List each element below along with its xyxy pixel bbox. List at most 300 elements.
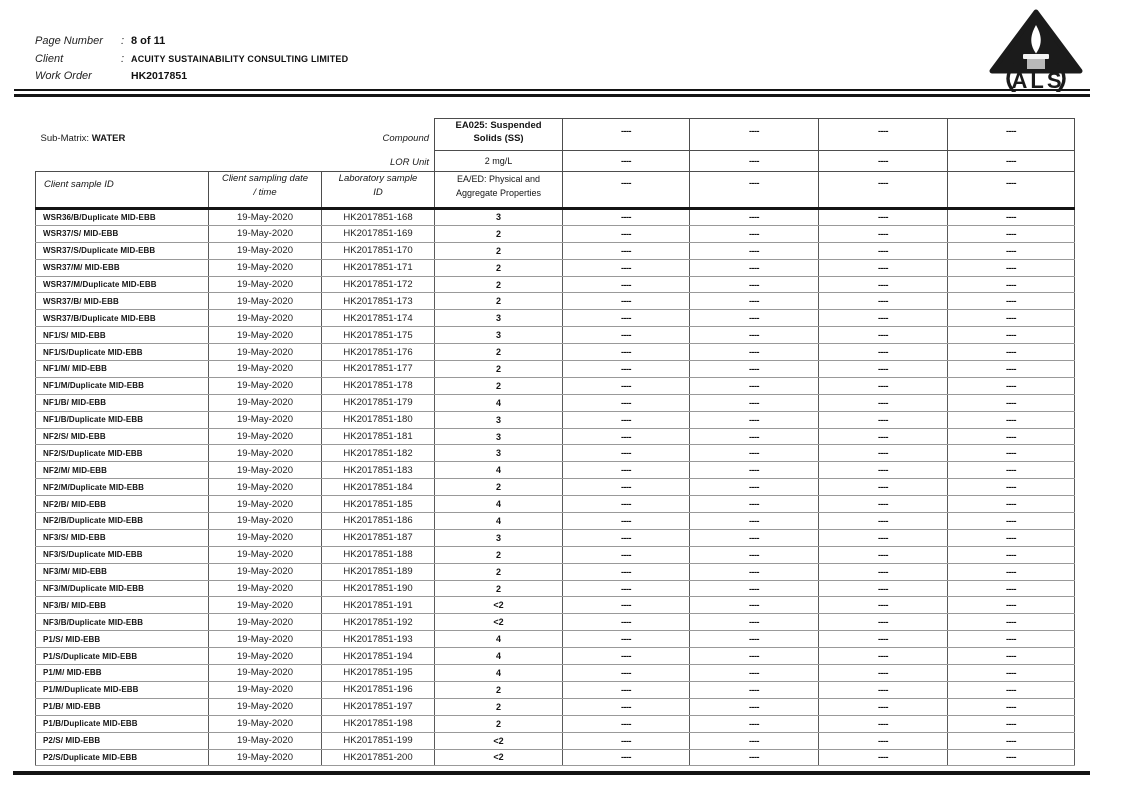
table-row <box>36 225 1075 242</box>
empty-result-cell: ---- <box>563 276 690 293</box>
sampling-date-cell: 19-May-2020 <box>209 698 322 715</box>
client-sample-id-cell: P2/S/ MID-EBB <box>36 732 209 749</box>
empty-result-cell: ---- <box>819 513 948 530</box>
empty-result-cell: ---- <box>819 749 948 766</box>
empty-result-cell: ---- <box>819 462 948 479</box>
sampling-date-cell: 19-May-2020 <box>209 479 322 496</box>
empty-result-cell: ---- <box>690 293 819 310</box>
lab-sample-id-cell: HK2017851-168 <box>322 209 435 226</box>
result-value-cell: 4 <box>435 631 563 648</box>
empty-result-cell: ---- <box>948 445 1075 462</box>
empty-result-cell: ---- <box>819 715 948 732</box>
empty-result-cell: ---- <box>563 580 690 597</box>
empty-result-cell: ---- <box>690 563 819 580</box>
table-row <box>36 462 1075 479</box>
result-value-cell: 4 <box>435 648 563 665</box>
sampling-date-cell: 19-May-2020 <box>209 563 322 580</box>
empty-result-cell: ---- <box>819 209 948 226</box>
table-row <box>36 377 1075 394</box>
empty-result-cell: ---- <box>948 513 1075 530</box>
table-row <box>36 428 1075 445</box>
empty-result-cell: ---- <box>819 327 948 344</box>
sampling-date-header-line1: Client sampling date <box>221 173 309 184</box>
empty-result-cell: ---- <box>563 546 690 563</box>
lab-sample-id-cell: HK2017851-186 <box>322 513 435 530</box>
empty-result-cell: ---- <box>948 732 1075 749</box>
lor-unit-label: LOR Unit <box>389 156 430 168</box>
empty-result-cell: ---- <box>690 496 819 513</box>
client-sample-id-cell: P1/B/ MID-EBB <box>36 698 209 715</box>
sampling-date-cell: 19-May-2020 <box>209 529 322 546</box>
empty-result-cell: ---- <box>948 496 1075 513</box>
table-row <box>36 580 1075 597</box>
empty-result-cell: ---- <box>948 648 1075 665</box>
empty-result-cell: ---- <box>948 715 1075 732</box>
empty-result-cell: ---- <box>948 344 1075 361</box>
empty-result-cell: ---- <box>563 242 690 259</box>
client-value: ACUITY SUSTAINABILITY CONSULTING LIMITED <box>131 54 349 64</box>
lab-sample-id-cell: HK2017851-189 <box>322 563 435 580</box>
result-value-cell: <2 <box>435 749 563 766</box>
empty-result-cell: ---- <box>690 715 819 732</box>
empty-compound-cell: ---- <box>563 119 690 151</box>
client-sample-id-cell: P1/M/ MID-EBB <box>36 665 209 682</box>
compound-label: Compound <box>382 132 430 144</box>
empty-result-cell: ---- <box>948 749 1075 766</box>
column-header-row <box>36 172 1075 209</box>
lab-sample-id-cell: HK2017851-184 <box>322 479 435 496</box>
empty-result-cell: ---- <box>819 648 948 665</box>
lab-sample-id-cell: HK2017851-172 <box>322 276 435 293</box>
empty-lor-cell: ---- <box>690 151 819 172</box>
page-number-row <box>35 35 165 47</box>
empty-compound-cell: ---- <box>819 119 948 151</box>
empty-result-cell: ---- <box>690 648 819 665</box>
empty-result-cell: ---- <box>690 394 819 411</box>
client-sample-id-cell: NF1/M/ MID-EBB <box>36 361 209 378</box>
empty-result-cell: ---- <box>563 428 690 445</box>
empty-result-cell: ---- <box>690 479 819 496</box>
sampling-date-cell: 19-May-2020 <box>209 310 322 327</box>
sampling-date-cell: 19-May-2020 <box>209 513 322 530</box>
result-value-cell: 3 <box>435 327 563 344</box>
empty-result-cell: ---- <box>690 259 819 276</box>
empty-result-cell: ---- <box>563 377 690 394</box>
empty-result-cell: ---- <box>563 631 690 648</box>
client-sample-id-cell: NF2/M/ MID-EBB <box>36 462 209 479</box>
empty-result-cell: ---- <box>948 631 1075 648</box>
sampling-date-header <box>209 172 322 209</box>
lab-sample-id-header-line2: ID <box>373 187 383 199</box>
empty-lor-cell: ---- <box>948 151 1075 172</box>
sampling-date-cell: 19-May-2020 <box>209 732 322 749</box>
empty-result-cell: ---- <box>819 496 948 513</box>
empty-result-cell: ---- <box>563 732 690 749</box>
work-order-row <box>35 70 187 82</box>
method-group-line1: EA/ED: Physical and <box>456 174 541 184</box>
empty-result-cell: ---- <box>690 513 819 530</box>
empty-result-cell: ---- <box>948 293 1075 310</box>
lab-sample-id-cell: HK2017851-174 <box>322 310 435 327</box>
result-value-cell: 2 <box>435 479 563 496</box>
lab-sample-id-cell: HK2017851-180 <box>322 411 435 428</box>
client-sample-id-cell: P1/S/Duplicate MID-EBB <box>36 648 209 665</box>
client-sample-id-cell: WSR37/B/ MID-EBB <box>36 293 209 310</box>
table-row <box>36 715 1075 732</box>
sampling-date-cell: 19-May-2020 <box>209 715 322 732</box>
empty-result-cell: ---- <box>948 665 1075 682</box>
empty-group-cell: ---- <box>690 172 819 209</box>
analyte-name-line2: Solids (SS) <box>473 133 524 145</box>
client-sample-id-header: Client sample ID <box>36 172 209 209</box>
result-value-cell: <2 <box>435 732 563 749</box>
empty-result-cell: ---- <box>819 546 948 563</box>
result-value-cell: 2 <box>435 293 563 310</box>
empty-result-cell: ---- <box>948 209 1075 226</box>
table-row <box>36 445 1075 462</box>
sampling-date-cell: 19-May-2020 <box>209 648 322 665</box>
empty-result-cell: ---- <box>690 344 819 361</box>
table-row <box>36 614 1075 631</box>
empty-result-cell: ---- <box>563 361 690 378</box>
empty-result-cell: ---- <box>948 225 1075 242</box>
table-row <box>36 242 1075 259</box>
client-label: Client <box>35 53 64 65</box>
empty-result-cell: ---- <box>563 749 690 766</box>
lab-sample-id-cell: HK2017851-195 <box>322 665 435 682</box>
lab-sample-id-cell: HK2017851-200 <box>322 749 435 766</box>
table-row <box>36 648 1075 665</box>
empty-result-cell: ---- <box>563 479 690 496</box>
analyte-name-line1: EA025: Suspended <box>455 120 542 131</box>
result-value-cell: 2 <box>435 715 563 732</box>
header-divider <box>14 89 1090 97</box>
client-sample-id-cell: NF3/B/ MID-EBB <box>36 597 209 614</box>
empty-result-cell: ---- <box>563 445 690 462</box>
analyte-lor-cell: 2 mg/L <box>435 151 563 172</box>
sampling-date-cell: 19-May-2020 <box>209 445 322 462</box>
empty-result-cell: ---- <box>563 715 690 732</box>
result-value-cell: 2 <box>435 698 563 715</box>
sampling-date-cell: 19-May-2020 <box>209 225 322 242</box>
lab-sample-id-header <box>322 172 435 209</box>
result-value-cell: 3 <box>435 411 563 428</box>
empty-result-cell: ---- <box>819 361 948 378</box>
empty-result-cell: ---- <box>690 242 819 259</box>
sampling-date-cell: 19-May-2020 <box>209 597 322 614</box>
client-sample-id-cell: NF2/S/ MID-EBB <box>36 428 209 445</box>
empty-result-cell: ---- <box>563 293 690 310</box>
lab-sample-id-cell: HK2017851-169 <box>322 225 435 242</box>
client-sample-id-cell: NF3/M/Duplicate MID-EBB <box>36 580 209 597</box>
result-value-cell: 4 <box>435 496 563 513</box>
client-sample-id-cell: NF1/B/Duplicate MID-EBB <box>36 411 209 428</box>
sampling-date-cell: 19-May-2020 <box>209 327 322 344</box>
empty-result-cell: ---- <box>690 597 819 614</box>
empty-result-cell: ---- <box>819 259 948 276</box>
page-number-label: Page Number <box>35 35 103 47</box>
sampling-date-cell: 19-May-2020 <box>209 276 322 293</box>
empty-group-cell: ---- <box>948 172 1075 209</box>
empty-result-cell: ---- <box>563 411 690 428</box>
empty-result-cell: ---- <box>948 242 1075 259</box>
method-group-header <box>435 172 563 209</box>
result-value-cell: 2 <box>435 344 563 361</box>
sampling-date-cell: 19-May-2020 <box>209 377 322 394</box>
empty-result-cell: ---- <box>948 377 1075 394</box>
client-separator: : <box>121 53 125 65</box>
empty-result-cell: ---- <box>819 614 948 631</box>
lor-unit-row <box>36 151 1075 172</box>
result-value-cell: 4 <box>435 665 563 682</box>
empty-result-cell: ---- <box>819 242 948 259</box>
lab-sample-id-cell: HK2017851-197 <box>322 698 435 715</box>
empty-compound-cell: ---- <box>690 119 819 151</box>
lab-sample-id-cell: HK2017851-176 <box>322 344 435 361</box>
client-sample-id-cell: NF2/B/Duplicate MID-EBB <box>36 513 209 530</box>
client-sample-id-cell: NF3/B/Duplicate MID-EBB <box>36 614 209 631</box>
result-value-cell: 4 <box>435 462 563 479</box>
empty-result-cell: ---- <box>563 698 690 715</box>
table-row <box>36 529 1075 546</box>
result-value-cell: 2 <box>435 377 563 394</box>
empty-result-cell: ---- <box>563 665 690 682</box>
result-value-cell: 3 <box>435 445 563 462</box>
sampling-date-cell: 19-May-2020 <box>209 428 322 445</box>
empty-result-cell: ---- <box>819 276 948 293</box>
table-row <box>36 209 1075 226</box>
sampling-date-cell: 19-May-2020 <box>209 344 322 361</box>
empty-result-cell: ---- <box>563 648 690 665</box>
result-value-cell: 2 <box>435 242 563 259</box>
client-sample-id-cell: NF3/S/ MID-EBB <box>36 529 209 546</box>
sampling-date-cell: 19-May-2020 <box>209 681 322 698</box>
lab-sample-id-cell: HK2017851-185 <box>322 496 435 513</box>
client-sample-id-cell: NF2/B/ MID-EBB <box>36 496 209 513</box>
table-row <box>36 597 1075 614</box>
empty-result-cell: ---- <box>948 276 1075 293</box>
empty-result-cell: ---- <box>948 698 1075 715</box>
client-sample-id-cell: WSR37/S/ MID-EBB <box>36 225 209 242</box>
lab-sample-id-cell: HK2017851-190 <box>322 580 435 597</box>
lab-sample-id-cell: HK2017851-199 <box>322 732 435 749</box>
empty-result-cell: ---- <box>563 681 690 698</box>
empty-result-cell: ---- <box>948 580 1075 597</box>
table-row <box>36 259 1075 276</box>
empty-result-cell: ---- <box>948 597 1075 614</box>
empty-result-cell: ---- <box>563 327 690 344</box>
empty-result-cell: ---- <box>948 259 1075 276</box>
compound-header-row <box>36 119 1075 151</box>
sampling-date-cell: 19-May-2020 <box>209 665 322 682</box>
sub-matrix-value: WATER <box>91 132 126 144</box>
empty-result-cell: ---- <box>819 681 948 698</box>
empty-result-cell: ---- <box>690 327 819 344</box>
empty-result-cell: ---- <box>690 377 819 394</box>
table-row <box>36 310 1075 327</box>
table-row <box>36 276 1075 293</box>
client-sample-id-cell: P1/B/Duplicate MID-EBB <box>36 715 209 732</box>
sampling-date-cell: 19-May-2020 <box>209 361 322 378</box>
page-number-value: 8 of 11 <box>131 35 166 47</box>
lab-sample-id-cell: HK2017851-187 <box>322 529 435 546</box>
empty-result-cell: ---- <box>690 276 819 293</box>
empty-result-cell: ---- <box>563 563 690 580</box>
client-sample-id-cell: WSR37/M/ MID-EBB <box>36 259 209 276</box>
sampling-date-cell: 19-May-2020 <box>209 614 322 631</box>
empty-result-cell: ---- <box>948 462 1075 479</box>
work-order-label: Work Order <box>35 70 92 82</box>
empty-result-cell: ---- <box>819 597 948 614</box>
client-sample-id-cell: WSR37/M/Duplicate MID-EBB <box>36 276 209 293</box>
empty-result-cell: ---- <box>690 225 819 242</box>
empty-result-cell: ---- <box>819 394 948 411</box>
sampling-date-cell: 19-May-2020 <box>209 209 322 226</box>
empty-result-cell: ---- <box>819 344 948 361</box>
result-value-cell: <2 <box>435 597 563 614</box>
sampling-date-header-line2: / time <box>253 187 277 199</box>
table-row <box>36 293 1075 310</box>
empty-result-cell: ---- <box>690 614 819 631</box>
empty-result-cell: ---- <box>819 665 948 682</box>
method-group-line2: Aggregate Properties <box>455 188 542 199</box>
table-row <box>36 698 1075 715</box>
results-table <box>35 118 1075 766</box>
table-row <box>36 513 1075 530</box>
table-row <box>36 361 1075 378</box>
empty-result-cell: ---- <box>819 479 948 496</box>
empty-result-cell: ---- <box>690 310 819 327</box>
client-sample-id-cell: NF3/S/Duplicate MID-EBB <box>36 546 209 563</box>
empty-result-cell: ---- <box>819 445 948 462</box>
empty-result-cell: ---- <box>819 310 948 327</box>
table-row <box>36 665 1075 682</box>
empty-result-cell: ---- <box>948 529 1075 546</box>
table-row <box>36 546 1075 563</box>
empty-result-cell: ---- <box>690 749 819 766</box>
empty-result-cell: ---- <box>563 259 690 276</box>
result-value-cell: 2 <box>435 563 563 580</box>
client-sample-id-cell: WSR37/S/Duplicate MID-EBB <box>36 242 209 259</box>
lab-sample-id-cell: HK2017851-194 <box>322 648 435 665</box>
analyte-name-cell <box>435 119 563 151</box>
result-value-cell: 4 <box>435 394 563 411</box>
sampling-date-cell: 19-May-2020 <box>209 293 322 310</box>
empty-result-cell: ---- <box>563 310 690 327</box>
empty-result-cell: ---- <box>948 394 1075 411</box>
empty-compound-cell: ---- <box>948 119 1075 151</box>
lab-sample-id-cell: HK2017851-193 <box>322 631 435 648</box>
sampling-date-cell: 19-May-2020 <box>209 242 322 259</box>
result-value-cell: 3 <box>435 310 563 327</box>
table-row <box>36 479 1075 496</box>
client-sample-id-cell: NF1/M/Duplicate MID-EBB <box>36 377 209 394</box>
result-value-cell: 2 <box>435 546 563 563</box>
result-value-cell: 2 <box>435 361 563 378</box>
client-sample-id-cell: NF3/M/ MID-EBB <box>36 563 209 580</box>
empty-result-cell: ---- <box>948 681 1075 698</box>
sampling-date-cell: 19-May-2020 <box>209 631 322 648</box>
sub-matrix-compound-cell <box>36 119 435 151</box>
sampling-date-cell: 19-May-2020 <box>209 546 322 563</box>
empty-result-cell: ---- <box>948 563 1075 580</box>
lab-sample-id-cell: HK2017851-170 <box>322 242 435 259</box>
sampling-date-cell: 19-May-2020 <box>209 462 322 479</box>
sampling-date-cell: 19-May-2020 <box>209 580 322 597</box>
client-row <box>35 53 348 65</box>
empty-result-cell: ---- <box>690 411 819 428</box>
result-value-cell: 4 <box>435 513 563 530</box>
empty-result-cell: ---- <box>690 209 819 226</box>
empty-result-cell: ---- <box>563 513 690 530</box>
result-value-cell: 3 <box>435 529 563 546</box>
lab-sample-id-cell: HK2017851-182 <box>322 445 435 462</box>
table-row <box>36 496 1075 513</box>
client-sample-id-cell: P2/S/Duplicate MID-EBB <box>36 749 209 766</box>
empty-result-cell: ---- <box>819 563 948 580</box>
empty-result-cell: ---- <box>563 496 690 513</box>
sampling-date-cell: 19-May-2020 <box>209 496 322 513</box>
sampling-date-cell: 19-May-2020 <box>209 259 322 276</box>
sampling-date-cell: 19-May-2020 <box>209 411 322 428</box>
table-row <box>36 563 1075 580</box>
empty-result-cell: ---- <box>819 428 948 445</box>
empty-result-cell: ---- <box>819 377 948 394</box>
table-row <box>36 327 1075 344</box>
empty-result-cell: ---- <box>690 546 819 563</box>
result-value-cell: 2 <box>435 276 563 293</box>
lab-sample-id-cell: HK2017851-196 <box>322 681 435 698</box>
empty-result-cell: ---- <box>563 614 690 631</box>
empty-result-cell: ---- <box>948 614 1075 631</box>
lab-sample-id-cell: HK2017851-171 <box>322 259 435 276</box>
empty-result-cell: ---- <box>690 445 819 462</box>
table-row <box>36 344 1075 361</box>
lab-sample-id-cell: HK2017851-183 <box>322 462 435 479</box>
empty-result-cell: ---- <box>690 732 819 749</box>
empty-result-cell: ---- <box>819 732 948 749</box>
empty-result-cell: ---- <box>690 681 819 698</box>
empty-lor-cell: ---- <box>563 151 690 172</box>
sub-matrix-label: Sub-Matrix: <box>40 132 90 144</box>
empty-result-cell: ---- <box>819 293 948 310</box>
empty-result-cell: ---- <box>948 327 1075 344</box>
sampling-date-cell: 19-May-2020 <box>209 394 322 411</box>
lab-sample-id-cell: HK2017851-177 <box>322 361 435 378</box>
empty-result-cell: ---- <box>690 665 819 682</box>
empty-result-cell: ---- <box>690 462 819 479</box>
empty-group-cell: ---- <box>563 172 690 209</box>
client-sample-id-cell: P1/S/ MID-EBB <box>36 631 209 648</box>
empty-result-cell: ---- <box>819 411 948 428</box>
table-row <box>36 732 1075 749</box>
empty-result-cell: ---- <box>819 225 948 242</box>
result-value-cell: 2 <box>435 681 563 698</box>
lab-sample-id-cell: HK2017851-173 <box>322 293 435 310</box>
page-number-separator: : <box>121 35 125 47</box>
empty-result-cell: ---- <box>563 394 690 411</box>
empty-result-cell: ---- <box>563 344 690 361</box>
empty-result-cell: ---- <box>819 580 948 597</box>
empty-result-cell: ---- <box>819 529 948 546</box>
lab-sample-id-cell: HK2017851-181 <box>322 428 435 445</box>
empty-result-cell: ---- <box>690 428 819 445</box>
result-value-cell: 2 <box>435 225 563 242</box>
lab-sample-id-cell: HK2017851-175 <box>322 327 435 344</box>
table-row <box>36 749 1075 766</box>
client-sample-id-cell: NF1/S/ MID-EBB <box>36 327 209 344</box>
empty-result-cell: ---- <box>690 529 819 546</box>
